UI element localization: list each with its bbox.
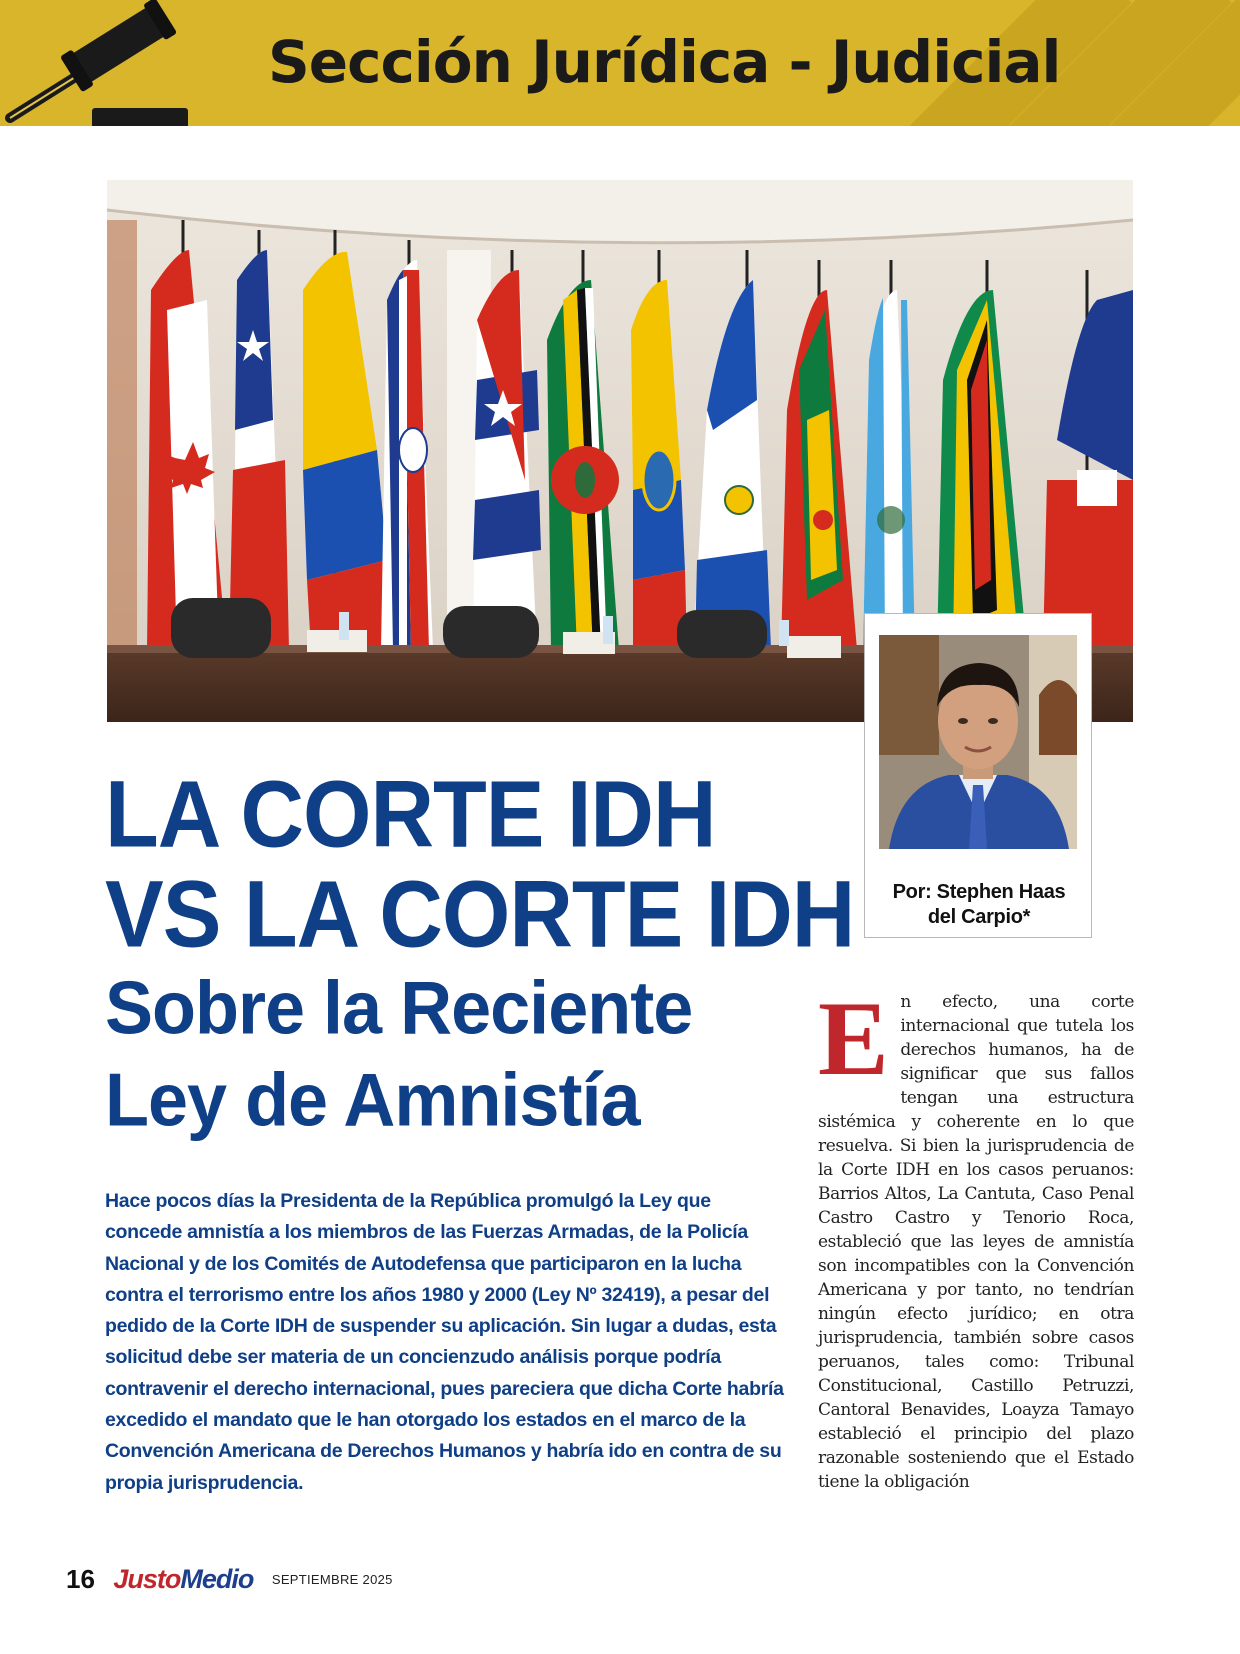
logo-part-justo: Justo [113, 1564, 181, 1594]
author-card [864, 613, 1092, 938]
magazine-logo [113, 1564, 253, 1595]
section-title: Sección Jurídica - Judicial [268, 28, 1061, 96]
author-photo [879, 635, 1077, 849]
article-headline [105, 760, 855, 1144]
author-byline-line1: Por: Stephen Haas [892, 881, 1066, 903]
logo-part-medio: Medio [180, 1564, 254, 1594]
drop-cap: E [818, 980, 889, 1097]
article-lead: Hace pocos días la Presidenta de la República promulgó la Ley que concede amnistía a los miembros de las Fuerzas Armadas, de la Policía Nacional y de los Comités de Autodefensa que participaron en la lucha contra el terrorismo entre los años 1980 y 2000 (Ley Nº 32419), a pesar del pedido de la Corte IDH de suspender su aplicación. Sin lugar a dudas, esta solicitud debe ser materia de un concienzudo análisis porque podría contravenir el derecho internacional, pues pareciera que dicha Corte habría excedido el mandato que le han otorgado los estados en el marco de la Convención Americana de Derechos Humanos y habría ido en contra de su propia jurisprudencia. [105, 1190, 784, 1494]
author-byline [865, 880, 1093, 930]
headline-line1: LA CORTE IDH [105, 760, 716, 867]
author-byline-line2: del Carpio* [927, 906, 1031, 928]
article-body [818, 980, 1134, 1494]
gavel-icon [0, 0, 200, 126]
issue-date: SEPTIEMBRE 2025 [271, 1572, 393, 1587]
article-body-text: n efecto, una corte internacional que tutela los derechos humanos, ha de significar que sus fallos tengan una estructura sistémica y coherente en lo que resuelva. Si bien la jurisprudencia de la Corte IDH en los casos peruanos: Barrios Altos, La Cantuta, Caso Penal Castro Castro y Tenorio Roca, estableció que las leyes de amnistía son incompatibles con la Convención Americana y por tanto, no tendrían ningún efecto jurídico; en otra jurisprudencia, también sobre casos peruanos, tales como: Tribunal Constitucional, Castillo Petruzzi, Cantoral Benavides, Loayza Tamayo estableció el principio del plazo razonable sosteniendo que el Estado tiene la obligación [818, 992, 1134, 1492]
section-header [0, 0, 1240, 126]
headline-line4: Ley de Amnistía [105, 1058, 640, 1143]
page-footer [66, 1564, 393, 1598]
headline-line3: Sobre la Reciente [105, 966, 693, 1051]
page-number: 16 [66, 1564, 95, 1594]
headline-line2: VS LA CORTE IDH [105, 860, 855, 967]
